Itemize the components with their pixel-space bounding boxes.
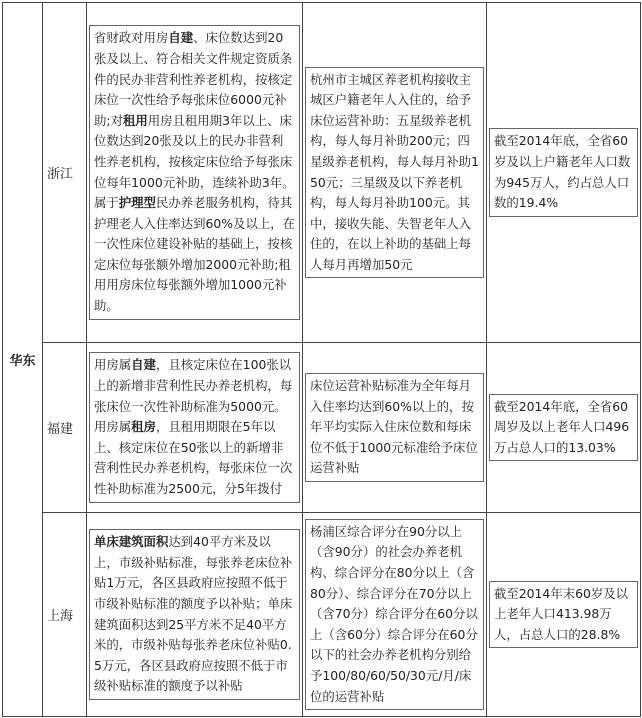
- subsidy-bold-term: 租用: [122, 112, 148, 128]
- subsidy-bold-term: 自建: [131, 357, 156, 373]
- region-cell: [3, 3, 43, 717]
- subsidy-text-part: ，且核定床位在100张以上的新增非营利性民办养老机构，每张床位一次性补助标准为5000元。用房属: [94, 357, 293, 435]
- table-row-shanghai: [3, 513, 641, 717]
- elderly-population-text: 截至2014年底，全省60岁及以上户籍老年人口数为945万人，约占总人口数的19.4%: [490, 129, 637, 215]
- province-label: 福建: [47, 422, 74, 437]
- subsidy-text-part: 用房且租用期3年以上、床位数达到20张及以上的民办非营利性养老机构，按核定床位给予每张床位每年1000元补助，连续补助3年。属于: [94, 112, 295, 211]
- construction-subsidy-text: [90, 26, 299, 318]
- province-cell: [43, 343, 87, 513]
- subsidy-bold-term: 租房: [131, 419, 156, 435]
- operation-subsidy-text: 杭州市主城区养老机构接收主城区户籍老年人入住的，给予床位运营补助：五星级养老机构，每人每月补助200元；四星级养老机构，每人每月补助150元；三星级及以下养老机构，每人每月补助100元。其中，接收失能、失智老年人入住的，在以上补助的基础上每人每月再增加50元: [306, 68, 483, 278]
- construction-subsidy-cell: [87, 513, 303, 717]
- operation-subsidy-cell: [303, 3, 487, 343]
- subsidy-text-part: ，且租用期限在5年以上、核定床位在50张以上的新增非营利性民办养老机构，每张床位一次性补助标准为2500元，分5年拨付: [94, 419, 293, 496]
- province-cell: [43, 513, 87, 717]
- elderly-population-cell: [487, 3, 641, 343]
- elderly-population-text: 截至2014年底，全省60周岁及以上老年人口496万占总人口的13.03%: [490, 395, 637, 461]
- subsidy-bold-term: 护理型: [118, 195, 156, 211]
- operation-subsidy-cell: [303, 513, 487, 717]
- operation-subsidy-text: 床位运营补贴标准为全年每月入住率均达到60%以上的，按年平均实际入住床位数和每床位不低于1000元标准给予床位运营补贴: [306, 374, 483, 481]
- subsidy-text-part: 民办养老服务机构，待其护理老人入住率达到60%及以上，在一次性床位建设补贴的基础上，按核定床位每张额外增加2000元补助;租用用房床位每张额外增加1000元补助。: [94, 195, 296, 314]
- construction-subsidy-cell: [87, 343, 303, 513]
- subsidy-text-part: 达到40平方米及以上，市级补贴标准，每张养老床位补贴1万元，各区县政府应按照不低于市级补贴标准的额度予以补贴；单床建筑面积达到25平方米不足40平方米的，市级补贴每张养老床位补贴0.5万元，各区县政府应按照不低于市级补贴标准的额度予以补贴: [94, 534, 293, 694]
- province-label: 浙江: [47, 167, 74, 182]
- construction-subsidy-cell: [87, 3, 303, 343]
- operation-subsidy-text: 杨浦区综合评分在90分以上（含90分）的社会办养老机构、综合评分在80分以上（含80分）、综合评分在70分以上（含70分）综合评分在60分以上（含60分）综合评分在60分以下的社会办养老机构分别给予100/80/60/50/30元/月/床位的运营补贴: [306, 520, 483, 709]
- subsidy-text-part: 用房属: [94, 357, 132, 373]
- subsidy-bold-term: 自建: [168, 30, 194, 46]
- elderly-population-text: 截至2014年末60岁及以上老年人口413.98万人，占总人口的28.8%: [490, 582, 637, 648]
- construction-subsidy-text: [90, 530, 299, 699]
- operation-subsidy-cell: [303, 343, 487, 513]
- subsidy-text-part: 、床位数达到20张及以上、符合相关文件规定资质条件的民办非营利性养老机构，按核定床位一次性给予每张床位6000元补助;对: [94, 30, 293, 128]
- region-label: 华东: [9, 354, 36, 369]
- elderly-care-policy-table: [2, 2, 641, 717]
- province-cell: [43, 3, 87, 343]
- construction-subsidy-text: [90, 353, 299, 501]
- province-label: 上海: [47, 609, 74, 624]
- subsidy-text-part: 省财政对用房: [94, 30, 169, 46]
- table-row-fujian: [3, 343, 641, 513]
- table-row-zhejiang: [3, 3, 641, 343]
- elderly-population-cell: [487, 343, 641, 513]
- elderly-population-cell: [487, 513, 641, 717]
- subsidy-bold-term: 单床建筑面积: [94, 534, 169, 550]
